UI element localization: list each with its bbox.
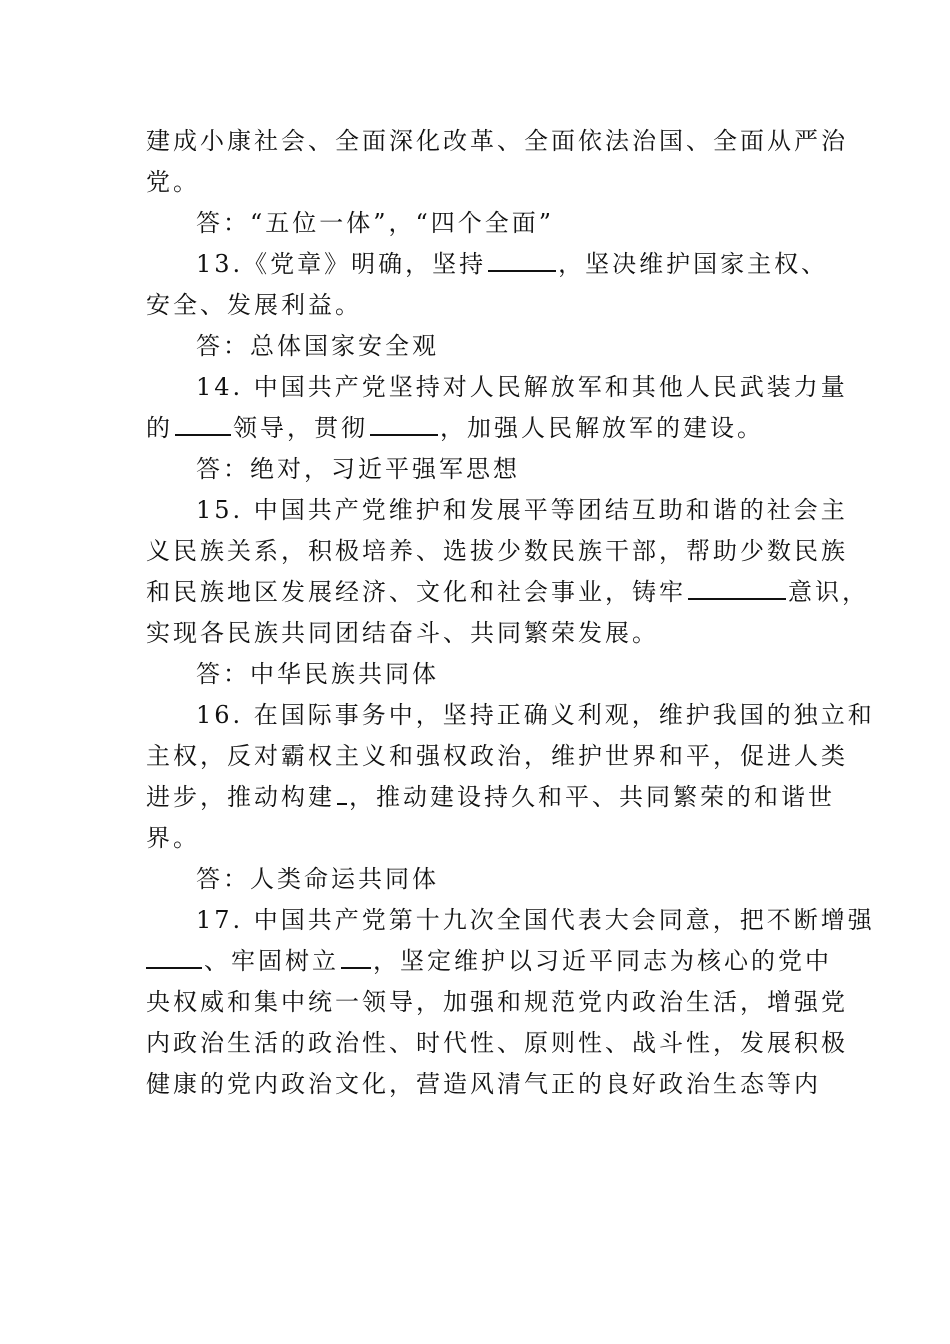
question-16-line-2: 主权，反对霸权主义和强权政治，维护世界和平，促进人类 (146, 742, 848, 770)
fill-blank (175, 408, 231, 436)
answer-12: 答：“五位一体”，“四个全面” (196, 209, 555, 237)
question-13-line-2: 安全、发展利益。 (146, 291, 362, 319)
fill-blank (370, 408, 438, 436)
question-14-text-b: 领导，贯彻 (233, 414, 368, 442)
question-17-line-2 (146, 941, 832, 982)
question-15-line-4: 实现各民族共同团结奋斗、共同繁荣发展。 (146, 619, 659, 647)
question-15-line-2: 义民族关系，积极培养、选拔少数民族干部，帮助少数民族 (146, 537, 848, 565)
question-14-text-a: 的 (146, 414, 173, 442)
q12-tail-line-1: 建成小康社会、全面深化改革、全面依法治国、全面从严治 (146, 127, 848, 155)
question-16-text-b: ，推动建设持久和平、共同繁荣的和谐世 (349, 783, 835, 811)
answer-14: 答：绝对，习近平强军思想 (196, 455, 520, 483)
question-16-line-1: 16. 在国际事务中，坚持正确义利观，维护我国的独立和 (196, 701, 875, 729)
fill-blank (341, 941, 371, 969)
question-13-line-1 (146, 244, 829, 285)
fill-blank (337, 777, 347, 805)
fill-blank (688, 572, 786, 600)
q12-tail-line-2: 党。 (146, 168, 200, 196)
question-15-text-b: 意识， (788, 578, 869, 606)
answer-16: 答：人类命运共同体 (196, 865, 439, 893)
fill-blank (488, 244, 556, 272)
question-16-text-a: 进步，推动构建 (146, 783, 335, 811)
question-16-line-4: 界。 (146, 824, 200, 852)
question-17-line-5: 健康的党内政治文化，营造风清气正的良好政治生态等内 (146, 1070, 821, 1098)
question-14-line-2 (146, 408, 812, 449)
document-page (146, 121, 875, 1105)
question-16-line-3 (146, 777, 835, 818)
question-15-text-a: 和民族地区发展经济、文化和社会事业，铸牢 (146, 578, 686, 606)
question-15-line-3 (146, 572, 869, 613)
question-17-line-4: 内政治生活的政治性、时代性、原则性、战斗性，发展积极 (146, 1029, 848, 1057)
fill-blank (146, 941, 202, 969)
question-17-text-b: ，坚定维护以习近平同志为核心的党中 (373, 947, 832, 975)
question-14-text-c: ，加强人民解放军的建设。 (440, 414, 764, 442)
answer-15: 答：中华民族共同体 (196, 660, 439, 688)
answer-13: 答：总体国家安全观 (196, 332, 439, 360)
question-13-text-b: ，坚决维护国家主权、 (558, 250, 829, 278)
question-17-line-1: 17. 中国共产党第十九次全国代表大会同意，把不断增强 (196, 906, 875, 934)
question-15-line-1: 15. 中国共产党维护和发展平等团结互助和谐的社会主 (196, 496, 848, 524)
question-17-line-3: 央权威和集中统一领导，加强和规范党内政治生活，增强党 (146, 988, 848, 1016)
question-17-text-a: 、牢固树立 (204, 947, 339, 975)
question-13-text-a: 13.《党章》明确，坚持 (196, 250, 487, 278)
question-14-line-1: 14. 中国共产党坚持对人民解放军和其他人民武装力量 (196, 373, 848, 401)
